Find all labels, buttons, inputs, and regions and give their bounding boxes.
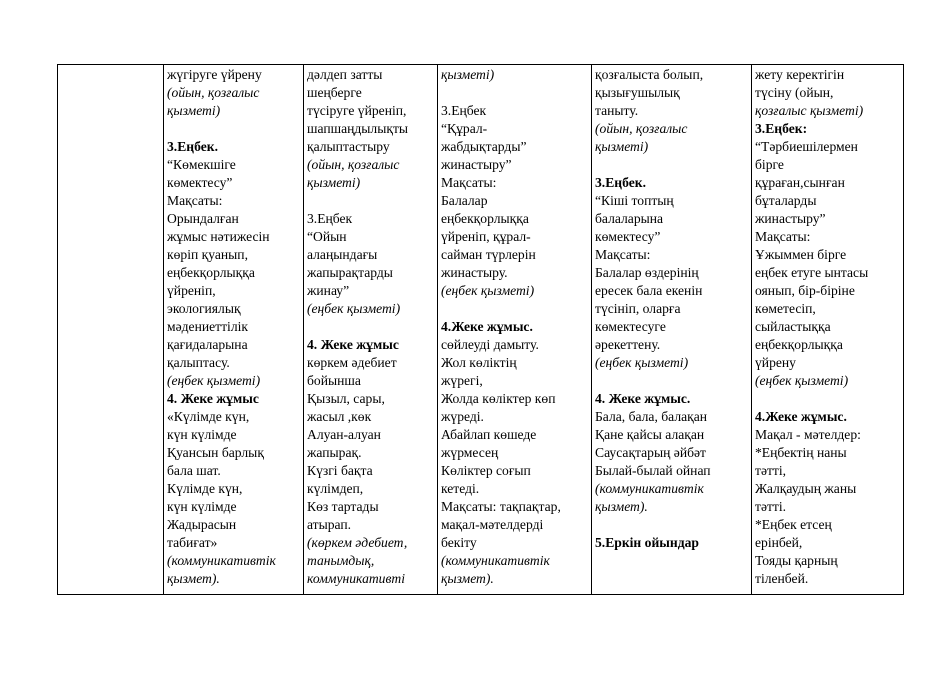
text-line: көмектесуге (595, 319, 666, 334)
text-line: 4.Жеке жұмыс. (441, 319, 533, 334)
text-line: (еңбек қызметі) (755, 373, 849, 388)
text-line: 4. Жеке жұмыс (167, 391, 259, 406)
text-line: үйрену (755, 355, 796, 370)
text-line: Көз тартады (307, 499, 379, 514)
text-line: (еңбек қызметі) (167, 373, 261, 388)
text-line: балаларына (595, 211, 664, 226)
text-line: (көркем әдебиет, (307, 535, 408, 550)
text-line: (коммуникативтік (167, 553, 276, 568)
text-line: үйреніп, (167, 283, 216, 298)
text-line: құраған,сынған (755, 175, 845, 190)
text-line: ерінбей, (755, 535, 803, 550)
text-line: жасыл ,көк (307, 409, 372, 424)
text-line: сыйластыққа (755, 319, 831, 334)
text-line: қызмет). (167, 571, 220, 586)
text-line: еңбекқорлыққа (441, 211, 529, 226)
text-line: Мақсаты: (595, 247, 651, 262)
text-line: Тояды қарның (755, 553, 838, 568)
text-line: Алуан-алуан (307, 427, 381, 442)
text-line: *Еңбектің наны (755, 445, 847, 460)
blank-line (441, 300, 587, 318)
text-line: Көліктер соғып (441, 463, 531, 478)
text-line: 3.Еңбек: (755, 121, 808, 136)
text-line: жүреді. (441, 409, 484, 424)
text-line: тіленбей. (755, 571, 809, 586)
text-line: бұталарды (755, 193, 817, 208)
text-line: 5.Еркін ойындар (595, 535, 699, 550)
text-line: еңбекқорлыққа (167, 265, 255, 280)
text-line: жапырақтарды (307, 265, 393, 280)
text-line: (ойын, қозғалыс (595, 121, 688, 136)
text-line: жету керектігін (755, 67, 845, 82)
text-line: *Еңбек етсең (755, 517, 832, 532)
text-line: көмектесу” (595, 229, 661, 244)
text-line: қозғалыс қызметі) (755, 103, 864, 118)
text-line: атырап. (307, 517, 352, 532)
text-line: Мақсаты: (441, 175, 497, 190)
text-line: танымдық, (307, 553, 375, 568)
text-line: таныту. (595, 103, 639, 118)
blank-line (595, 372, 747, 390)
text-line: коммуникативті (307, 571, 405, 586)
text-line: жабдықтарды” (441, 139, 527, 154)
text-line: қызмет). (441, 571, 494, 586)
text-line: күн күлімде (167, 499, 237, 514)
text-line: 3.Еңбек. (167, 139, 218, 154)
text-line: жинастыру” (441, 157, 512, 172)
text-line: 4. Жеке жұмыс. (595, 391, 691, 406)
table-cell-col-2 (304, 65, 438, 595)
text-line: кетеді. (441, 481, 480, 496)
text-line: жүрегі, (441, 373, 483, 388)
text-line: түсіруге үйреніп, (307, 103, 407, 118)
text-line: Бала, бала, балақан (595, 409, 708, 424)
text-line: шеңберге (307, 85, 362, 100)
text-line: Күзгі бақта (307, 463, 373, 478)
text-line: “Тәрбиешілермен (755, 139, 858, 154)
text-line: мәдениеттілік (167, 319, 248, 334)
text-line: көмектесу” (167, 175, 233, 190)
text-line: Жол көліктің (441, 355, 517, 370)
text-line: әрекеттену. (595, 337, 661, 352)
text-line: сайман түрлерін (441, 247, 536, 262)
text-line: “Көмекшіге (167, 157, 236, 172)
text-line: 3.Еңбек (441, 103, 487, 118)
text-line: “Ойын (307, 229, 347, 244)
table-row (58, 65, 904, 595)
blank-line (307, 192, 433, 210)
text-line: қызығушылық (595, 85, 680, 100)
text-line: “Құрал- (441, 121, 488, 136)
text-line: күн күлімде (167, 427, 237, 442)
text-line: жапырақ. (307, 445, 362, 460)
text-line: ересек бала екенін (595, 283, 703, 298)
text-line: шапшаңдылықты (307, 121, 409, 136)
text-line: бала шат. (167, 463, 221, 478)
text-line: қозғалыста болып, (595, 67, 704, 82)
text-line: жүрмесең (441, 445, 499, 460)
table-cell-col-5 (752, 65, 904, 595)
text-line: Қызыл, сары, (307, 391, 385, 406)
text-line: (еңбек қызметі) (307, 301, 401, 316)
text-line: түсініп, оларға (595, 301, 681, 316)
text-line: Абайлап көшеде (441, 427, 537, 442)
text-line: еңбек етуге ынтасы (755, 265, 869, 280)
text-line: мақал-мәтелдерді (441, 517, 544, 532)
text-line: қызметі) (441, 67, 495, 82)
text-line: Мақал - мәтелдер: (755, 427, 861, 442)
text-line: Мақсаты: (167, 193, 223, 208)
text-line: көркем әдебиет (307, 355, 397, 370)
text-line: қызмет). (595, 499, 648, 514)
blank-line (307, 318, 433, 336)
blank-line (755, 390, 899, 408)
text-line: «Күлімде күн, (167, 409, 250, 424)
text-line: 3.Еңбек. (595, 175, 646, 190)
text-line: Жалқаудың жаны (755, 481, 857, 496)
text-line: (ойын, қозғалыс (167, 85, 260, 100)
text-line: Балалар (441, 193, 488, 208)
text-line: алаңындағы (307, 247, 378, 262)
text-line: тәтті, (755, 463, 787, 478)
text-line: (коммуникативтік (595, 481, 704, 496)
text-line: жүгіруге үйрену (167, 67, 262, 82)
text-line: қызметі) (167, 103, 221, 118)
blank-line (441, 84, 587, 102)
text-line: қалыптастыру (307, 139, 390, 154)
text-line: көріп қуанып, (167, 247, 248, 262)
table-cell-col-3 (438, 65, 592, 595)
text-line: бекіту (441, 535, 477, 550)
text-line: табиғат» (167, 535, 218, 550)
text-line: жинастыру. (441, 265, 508, 280)
text-line: Мақсаты: (755, 229, 811, 244)
text-line: күлімдеп, (307, 481, 364, 496)
blank-line (595, 516, 747, 534)
text-line: Күлімде күн, (167, 481, 243, 496)
text-line: 4. Жеке жұмыс (307, 337, 399, 352)
text-line: оянып, бір-біріне (755, 283, 855, 298)
text-line: бойынша (307, 373, 361, 388)
text-line: Жадырасын (167, 517, 237, 532)
text-line: (коммуникативтік (441, 553, 550, 568)
table-cell-col-4 (592, 65, 752, 595)
text-line: еңбекқорлыққа (755, 337, 843, 352)
text-line: 4.Жеке жұмыс. (755, 409, 847, 424)
text-line: экологиялық (167, 301, 241, 316)
blank-line (167, 120, 299, 138)
text-line: Ұжыммен бірге (755, 247, 847, 262)
text-line: Мақсаты: тақпақтар, (441, 499, 561, 514)
table-cell-empty (58, 65, 164, 595)
text-line: сөйлеуді дамыту. (441, 337, 539, 352)
text-line: үйреніп, құрал- (441, 229, 531, 244)
text-line: қызметі) (595, 139, 649, 154)
text-line: қалыптасу. (167, 355, 230, 370)
text-line: Орындалған (167, 211, 239, 226)
text-line: (еңбек қызметі) (595, 355, 689, 370)
text-line: Саусақтарың әйбәт (595, 445, 706, 460)
text-line: (ойын, қозғалыс (307, 157, 400, 172)
text-line: “Кіші топтың (595, 193, 674, 208)
text-line: Былай-былай ойнап (595, 463, 711, 478)
text-line: (еңбек қызметі) (441, 283, 535, 298)
text-line: жинастыру” (755, 211, 826, 226)
text-line: Балалар өздерінің (595, 265, 699, 280)
text-line: жұмыс нәтижесін (167, 229, 270, 244)
text-line: көметесіп, (755, 301, 816, 316)
blank-line (595, 156, 747, 174)
text-line: Жолда көліктер көп (441, 391, 556, 406)
text-line: қызметі) (307, 175, 361, 190)
text-line: жинау” (307, 283, 350, 298)
text-line: бірге (755, 157, 784, 172)
text-line: Қуансын барлық (167, 445, 264, 460)
text-line: Қане қайсы алақан (595, 427, 705, 442)
text-line: қағидаларына (167, 337, 248, 352)
table-cell-col-1 (164, 65, 304, 595)
text-line: дәлдеп затты (307, 67, 383, 82)
text-line: 3.Еңбек (307, 211, 353, 226)
schedule-table (57, 64, 904, 595)
text-line: түсіну (ойын, (755, 85, 834, 100)
text-line: тәтті. (755, 499, 787, 514)
